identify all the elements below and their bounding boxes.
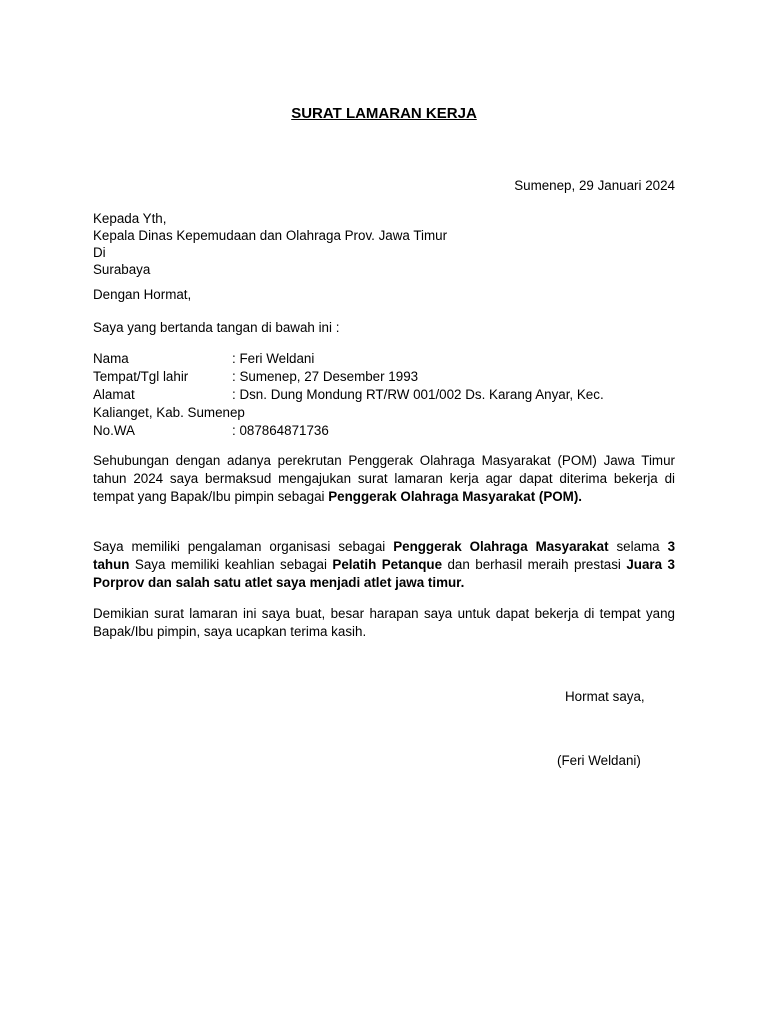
closing-salutation: Hormat saya, xyxy=(565,689,645,704)
experience-achievement: Juara 3 Porprov dan salah satu atlet saya menjadi atlet jawa timur. xyxy=(93,557,675,590)
place-date: Sumenep, 29 Januari 2024 xyxy=(514,178,675,193)
identity-row-birth xyxy=(93,368,675,386)
recipient-block xyxy=(93,210,675,278)
identity-block xyxy=(93,350,675,440)
name-value: : Feri Weldani xyxy=(232,351,315,366)
identity-row-wa xyxy=(93,422,675,440)
greeting: Dengan Hormat, xyxy=(93,287,192,302)
name-label: Nama xyxy=(93,351,129,366)
wa-value: : 087864871736 xyxy=(232,423,329,438)
paragraph-recruitment-text: Sehubungan dengan adanya perekrutan Penggerak Olahraga Masyarakat (POM) Jawa Timur tahun 2024 saya bermaksud mengajukan surat lamaran kerja agar dapat diterima bekerja di tempat yang Bapak/Ibu pimpin sebagai xyxy=(93,453,675,504)
identity-row-address xyxy=(93,386,675,404)
birth-label: Tempat/Tgl lahir xyxy=(93,369,189,384)
experience-text-4: dan berhasil meraih prestasi xyxy=(442,557,627,572)
experience-text-1: Saya memiliki pengalaman organisasi sebagai xyxy=(93,539,394,554)
experience-text-3: Saya memiliki keahlian sebagai xyxy=(129,557,333,572)
letter-title: SURAT LAMARAN KERJA xyxy=(291,105,477,122)
address-value: : Dsn. Dung Mondung RT/RW 001/002 Ds. Karang Anyar, Kec. xyxy=(232,387,604,402)
paragraph-recruitment-position: Penggerak Olahraga Masyarakat (POM). xyxy=(328,489,583,504)
experience-duration: 3 tahun xyxy=(93,539,676,572)
recipient-city: Surabaya xyxy=(93,262,151,277)
intro-line: Saya yang bertanda tangan di bawah ini : xyxy=(93,320,340,335)
experience-role: Penggerak Olahraga Masyarakat xyxy=(393,539,609,554)
recipient-salutation: Kepada Yth, xyxy=(93,211,167,226)
paragraph-experience xyxy=(93,538,675,592)
recipient-di: Di xyxy=(93,245,106,260)
birth-value: : Sumenep, 27 Desember 1993 xyxy=(232,369,419,384)
address-continuation: Kalianget, Kab. Sumenep xyxy=(93,405,245,420)
signature-name: (Feri Weldani) xyxy=(557,753,641,768)
paragraph-closing: Demikian surat lamaran ini saya buat, besar harapan saya untuk dapat bekerja di tempat yang Bapak/Ibu pimpin, saya ucapkan terima kasih. xyxy=(93,606,675,639)
address-label: Alamat xyxy=(93,387,135,402)
wa-label: No.WA xyxy=(93,423,135,438)
paragraph-recruitment xyxy=(93,452,675,506)
identity-row-name xyxy=(93,350,675,368)
recipient-name: Kepala Dinas Kepemudaan dan Olahraga Prov. Jawa Timur xyxy=(93,228,448,243)
experience-text-2: selama xyxy=(608,539,668,554)
experience-skill: Pelatih Petanque xyxy=(332,557,443,572)
